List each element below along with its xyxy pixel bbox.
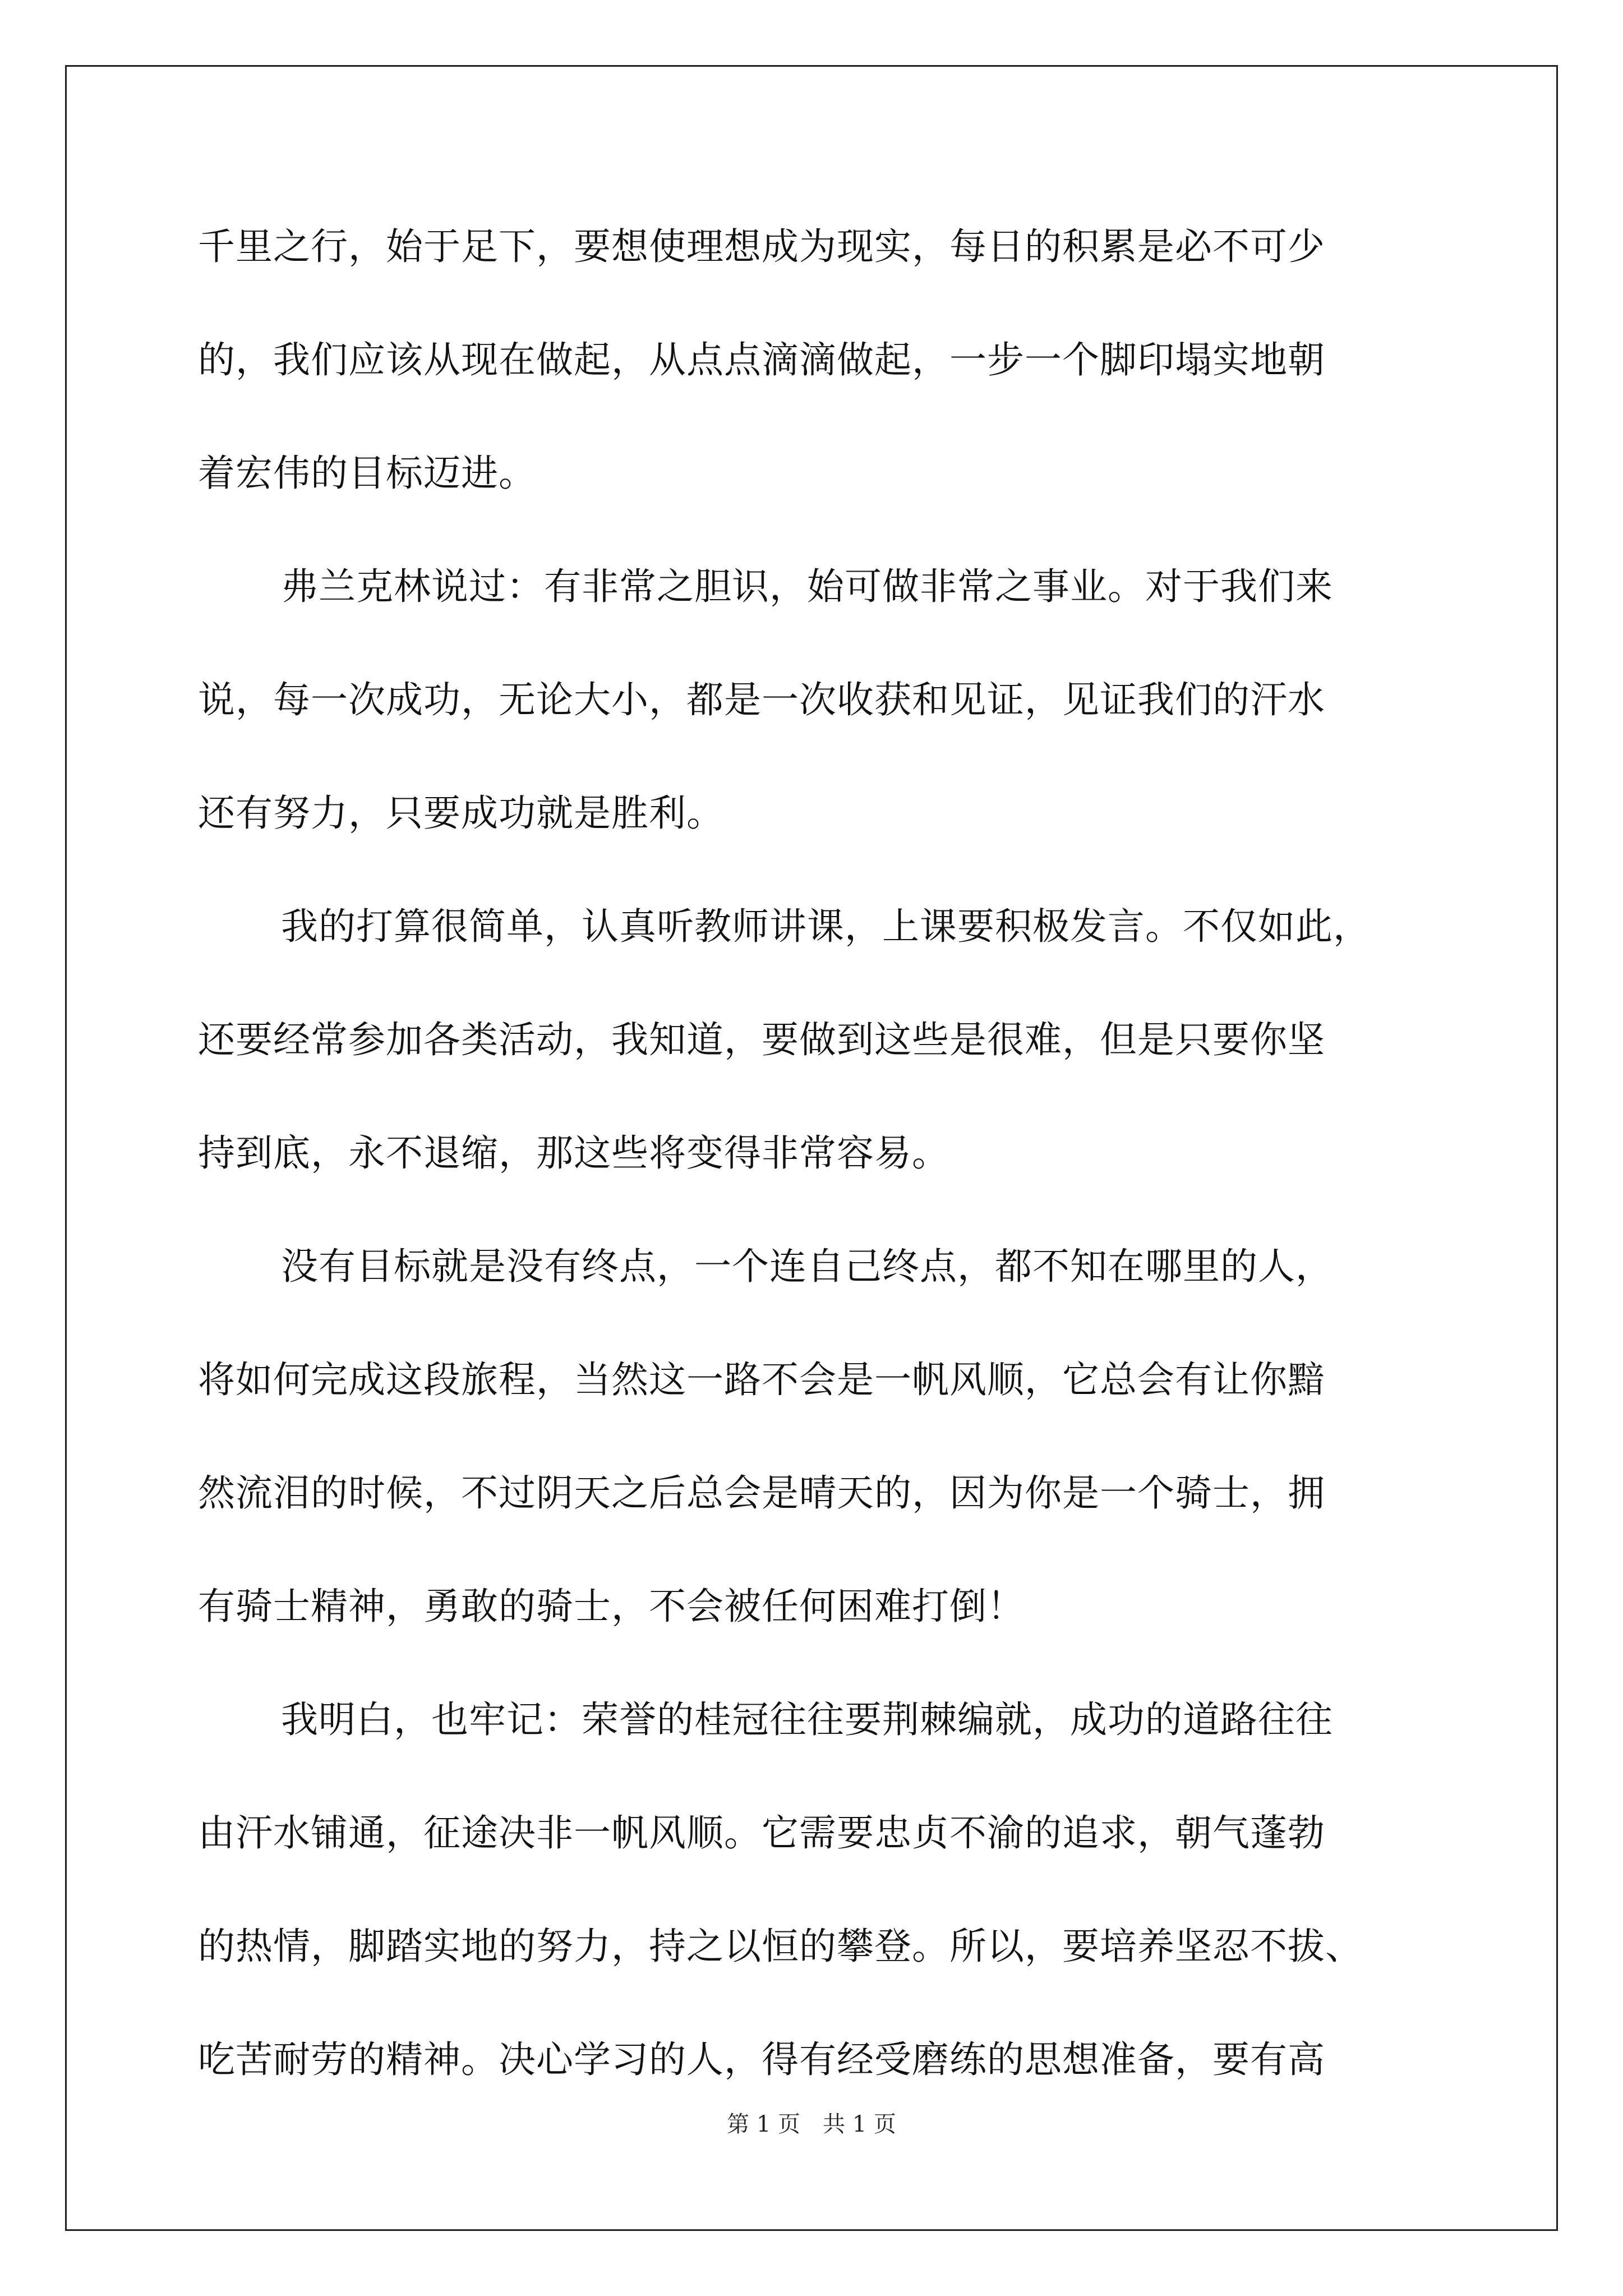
text-line: 说，每一次成功，无论大小，都是一次收获和见证，见证我们的汗水 (198, 678, 1325, 721)
text-line: 我的打算很简单，认真听教师讲课，上课要积极发言。不仅如此， (281, 905, 1371, 948)
text-line: 弗兰克林说过：有非常之胆识，始可做非常之事业。对于我们来 (281, 565, 1333, 608)
text-line: 的热情，脚踏实地的努力，持之以恒的攀登。所以，要培养坚忍不拔、 (198, 1925, 1363, 1968)
text-line: 由汗水铺通，征途决非一帆风顺。它需要忠贞不渝的追求，朝气蓬勃 (198, 1811, 1325, 1855)
text-line: 然流泪的时候，不过阴天之后总会是晴天的，因为你是一个骑士，拥 (198, 1471, 1325, 1515)
text-line: 千里之行，始于足下，要想使理想成为现实，每日的积累是必不可少 (198, 225, 1325, 268)
text-line: 将如何完成这段旅程，当然这一路不会是一帆风顺，它总会有让你黯 (198, 1358, 1325, 1401)
text-line: 我明白，也牢记：荣誉的桂冠往往要荆棘编就，成功的道路往往 (281, 1698, 1333, 1741)
text-line: 还有努力，只要成功就是胜利。 (198, 792, 724, 835)
document-body (198, 208, 1432, 2134)
text-line: 着宏伟的目标迈进。 (198, 452, 536, 495)
page-number-footer: 第 1 页 共 1 页 (727, 2111, 896, 2137)
text-line: 的，我们应该从现在做起，从点点滴滴做起，一步一个脚印塌实地朝 (198, 338, 1325, 381)
text-line: 持到底，永不退缩，那这些将变得非常容易。 (198, 1131, 949, 1175)
text-line: 没有目标就是没有终点，一个连自己终点，都不知在哪里的人， (281, 1245, 1333, 1288)
text-line: 吃苦耐劳的精神。决心学习的人，得有经受磨练的思想准备，要有高 (198, 2038, 1325, 2081)
text-line: 有骑士精神，勇敢的骑士，不会被任何困难打倒！ (198, 1585, 1025, 1628)
text-line: 还要经常参加各类活动，我知道，要做到这些是很难，但是只要你坚 (198, 1018, 1325, 1061)
